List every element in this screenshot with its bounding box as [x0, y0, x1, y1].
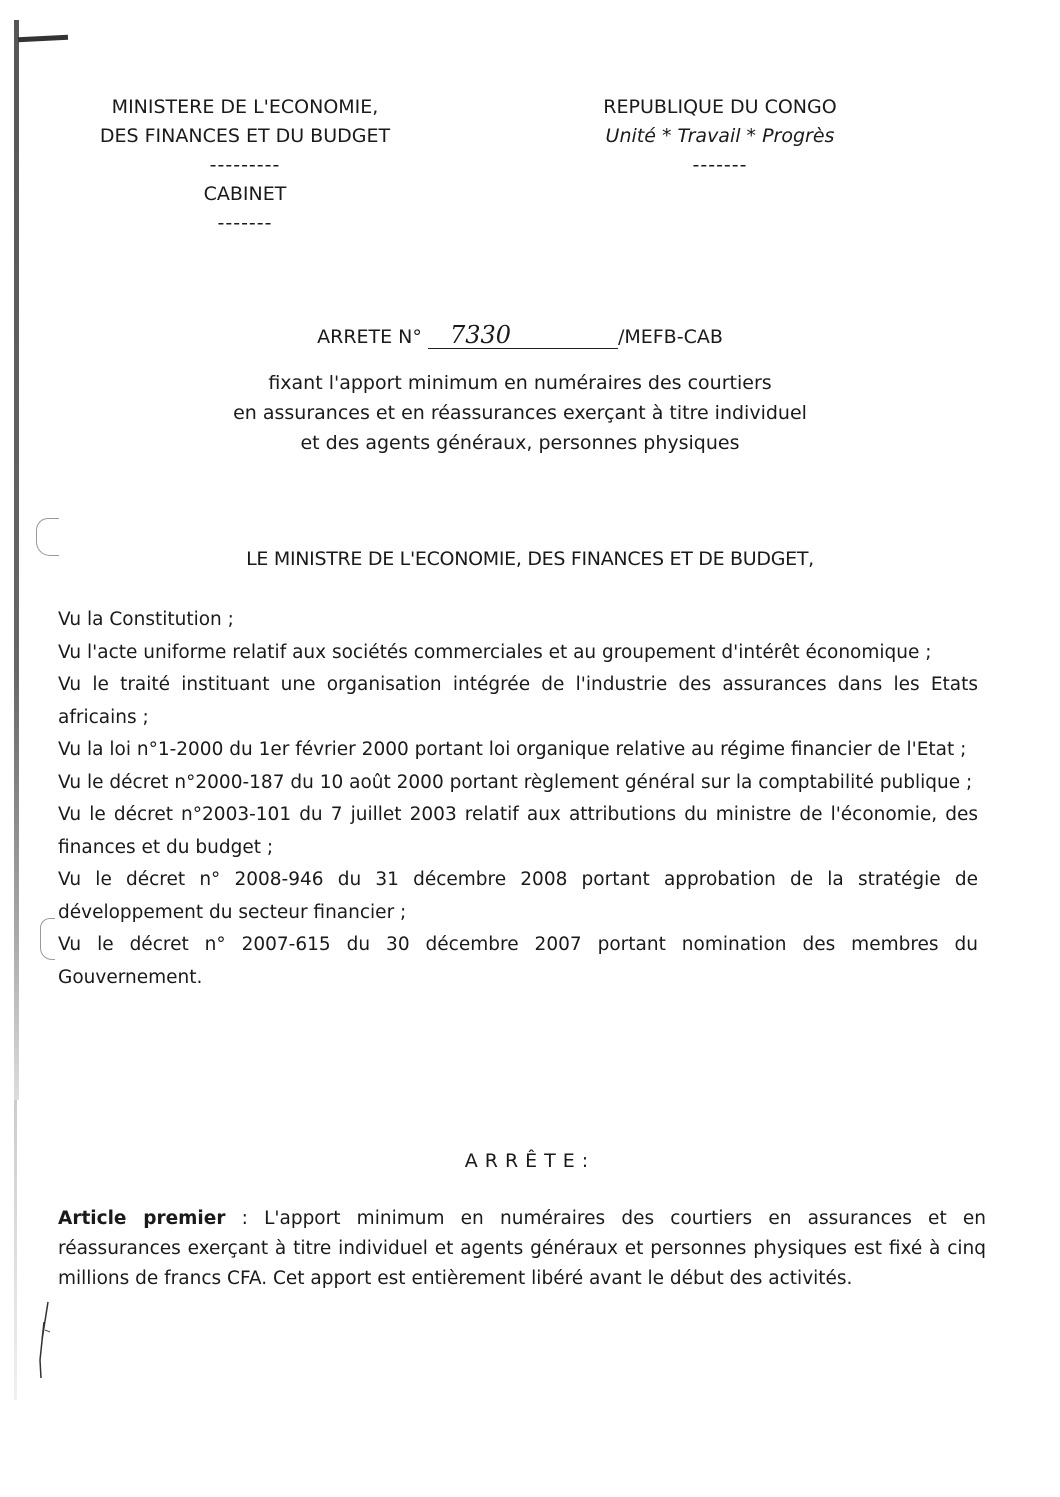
margin-mark — [36, 518, 59, 556]
minister-heading: LE MINISTRE DE L'ECONOMIE, DES FINANCES ET DE BUDGET, — [246, 548, 814, 570]
country-name: REPUBLIQUE DU CONGO — [603, 96, 837, 118]
article-text: : L'apport minimum en numéraires des courtiers en assurances et en réassurances exerçant à titre individuel et agents généraux et personnes physiques est fixé à cinq millions de francs CFA. Cet apport est entièrement libéré avant le début des activités. — [58, 1208, 986, 1289]
subtitle-line-3: et des agents généraux, personnes physiques — [300, 432, 740, 454]
decree-title — [180, 322, 860, 349]
national-motto: Unité * Travail * Progrès — [605, 125, 835, 147]
visas-list — [58, 604, 978, 994]
decree-number-handwritten: 7330 — [428, 322, 618, 349]
scan-edge-artifact-faded — [14, 1100, 17, 1400]
visa-item: Vu le décret n° 2007-615 du 30 décembre 2007 portant nomination des membres du Gouvernement. — [58, 934, 978, 988]
decree-subtitle — [150, 368, 890, 458]
separator: --------- — [209, 154, 281, 176]
visa-item: Vu le décret n° 2008-946 du 31 décembre 2008 portant approbation de la stratégie de développement du secteur financier ; — [58, 869, 978, 923]
article-premier — [58, 1204, 986, 1294]
arrete-heading: ARRÊTE: — [464, 1150, 596, 1172]
decree-prefix: ARRETE N° — [317, 326, 422, 348]
handwritten-initials — [38, 1300, 52, 1380]
subtitle-line-1: fixant l'apport minimum en numéraires des courtiers — [268, 372, 772, 394]
visa-item: Vu le décret n°2000-187 du 10 août 2000 portant règlement général sur la comptabilité publique ; — [58, 771, 973, 793]
ministry-line-1: MINISTERE DE L'ECONOMIE, — [111, 96, 379, 118]
visa-item: Vu le décret n°2003-101 du 7 juillet 2003 relatif aux attributions du ministre de l'économie, des finances et du budget ; — [58, 804, 978, 858]
cabinet-label: CABINET — [203, 183, 287, 205]
ministry-header — [60, 93, 430, 238]
separator: ------- — [217, 212, 273, 234]
visa-item: Vu l'acte uniforme relatif aux sociétés commerciales et au groupement d'intérêt économique ; — [58, 641, 932, 663]
visa-item: Vu la Constitution ; — [58, 609, 234, 630]
separator: ------- — [692, 154, 748, 176]
scan-edge-artifact — [14, 20, 19, 1100]
republic-header — [555, 93, 885, 180]
margin-mark — [40, 918, 55, 960]
visa-item: Vu la loi n°1-2000 du 1er février 2000 portant loi organique relative au régime financier de l'Etat ; — [58, 739, 967, 760]
scan-mark — [18, 35, 68, 43]
subtitle-line-2: en assurances et en réassurances exerçant à titre individuel — [233, 402, 807, 424]
ministry-line-2: DES FINANCES ET DU BUDGET — [99, 125, 391, 147]
visa-item: Vu le traité instituant une organisation intégrée de l'industrie des assurances dans les Etats africains ; — [58, 674, 978, 728]
article-label: Article premier — [58, 1208, 226, 1229]
decree-suffix: /MEFB-CAB — [617, 326, 723, 348]
